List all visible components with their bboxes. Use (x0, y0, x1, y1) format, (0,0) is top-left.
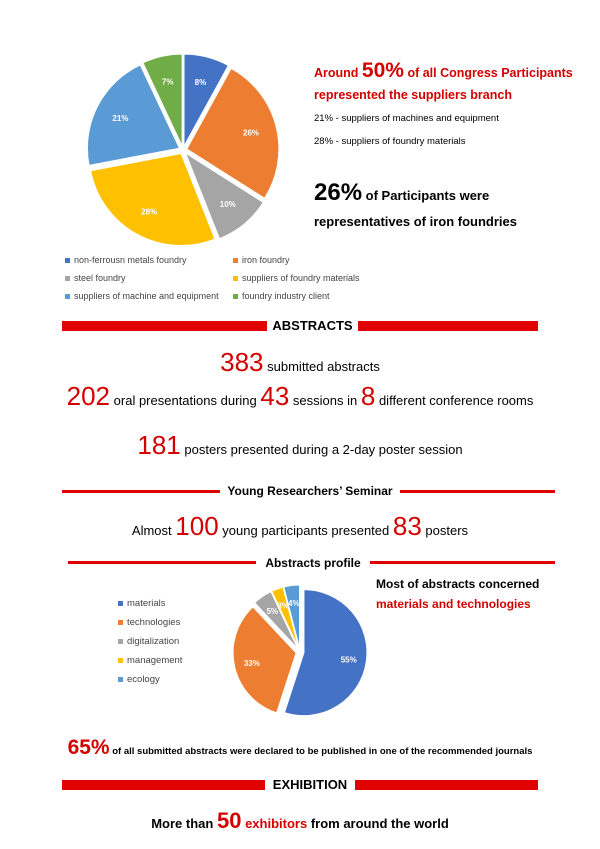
journals-line (0, 736, 600, 760)
posters-line (0, 430, 600, 461)
legend-item (118, 674, 160, 685)
pie-data-label: 10% (219, 200, 236, 210)
highlight-number: 50% (361, 59, 404, 82)
highlight-number: 383 (220, 347, 264, 377)
legend-swatch-icon (65, 276, 70, 281)
highlight-number: 65% (67, 736, 110, 759)
section-divider (68, 561, 256, 564)
text: from around the world (310, 816, 449, 831)
legend-swatch-icon (233, 294, 238, 299)
pie-data-label: 3% (277, 601, 290, 611)
legend-label: steel foundry (74, 273, 126, 283)
highlight-number: 100 (175, 511, 219, 541)
legend-label: foundry industry client (242, 291, 330, 301)
legend-swatch-icon (118, 601, 123, 606)
highlight-number: 50 (216, 808, 242, 833)
section-divider (62, 780, 265, 790)
legend-label: iron foundry (242, 255, 290, 265)
text: More than (151, 816, 214, 831)
text: posters presented during a 2-day poster session (184, 442, 463, 457)
highlight-number: 83 (392, 511, 422, 541)
legend-label: ecology (127, 674, 160, 685)
legend-swatch-icon (118, 639, 123, 644)
legend-item (65, 255, 187, 265)
highlight-number: 8 (360, 381, 376, 411)
pie-data-label: 21% (112, 114, 129, 124)
pie-data-label: 26% (243, 128, 260, 138)
legend-swatch-icon (233, 258, 238, 263)
legend-swatch-icon (118, 677, 123, 682)
legend-label: suppliers of machine and equipment (74, 291, 219, 301)
detail-machines: 21% - suppliers of machines and equipment (314, 113, 499, 124)
abstracts-heading: ABSTRACTS (272, 318, 353, 333)
section-divider (355, 780, 538, 790)
text: young participants presented (222, 523, 390, 538)
text: represented the suppliers branch (314, 88, 512, 102)
pie-data-label: 8% (194, 77, 207, 87)
legend-swatch-icon (233, 276, 238, 281)
section-divider (400, 490, 555, 493)
legend-item (118, 617, 180, 628)
text: exhibitors (245, 816, 308, 831)
text: of all Congress Participants (407, 66, 573, 80)
highlight-number: 43 (260, 381, 290, 411)
text: posters (425, 523, 469, 538)
young-researchers-heading: Young Researchers’ Seminar (227, 484, 393, 498)
legend-item (65, 273, 126, 283)
exhibition-heading: EXHIBITION (272, 777, 348, 792)
section-divider (358, 321, 538, 331)
text: submitted abstracts (267, 359, 380, 374)
text: different conference rooms (378, 393, 534, 408)
text: sessions in (292, 393, 358, 408)
legend-item (233, 273, 360, 283)
pie-data-label: 33% (243, 658, 260, 668)
highlight-number: 26% (314, 179, 363, 206)
text: Around (314, 66, 359, 80)
text: of all submitted abstracts were declared to be published in one of the recommended journals (112, 746, 533, 757)
legend-item (233, 291, 330, 301)
suppliers-headline (314, 60, 573, 106)
submitted-line (0, 347, 600, 378)
section-divider (62, 321, 267, 331)
text: of Participants were (365, 188, 490, 203)
legend-item (65, 291, 219, 301)
pie-data-label: 4% (288, 599, 300, 609)
section-divider (62, 490, 220, 493)
text: Almost (131, 523, 172, 538)
profile-note (376, 574, 539, 614)
text: Most of abstracts concerned (376, 577, 540, 591)
pie-data-label: 5% (266, 607, 279, 617)
pie-data-label: 7% (161, 77, 174, 87)
legend-item (118, 655, 182, 666)
legend-swatch-icon (118, 658, 123, 663)
legend-label: suppliers of foundry materials (242, 273, 360, 283)
legend-label: technologies (127, 617, 181, 628)
text: materials and technologies (376, 597, 531, 611)
legend-label: digitalization (127, 636, 180, 647)
legend-item (233, 255, 290, 265)
pie-data-label: 28% (141, 207, 158, 217)
abstracts-profile-heading: Abstracts profile (265, 556, 361, 570)
legend-item (118, 636, 179, 647)
legend-label: materials (127, 598, 166, 609)
highlight-number: 181 (137, 430, 181, 460)
legend-swatch-icon (65, 294, 70, 299)
section-divider (370, 561, 555, 564)
legend-swatch-icon (65, 258, 70, 263)
iron-foundries-note (314, 180, 517, 235)
young-line (0, 511, 600, 542)
detail-materials: 28% - suppliers of foundry materials (314, 136, 466, 147)
text: representatives of iron foundries (314, 214, 517, 229)
oral-line (0, 381, 600, 412)
legend-swatch-icon (118, 620, 123, 625)
legend-label: management (127, 655, 183, 666)
text: oral presentations during (113, 393, 257, 408)
pie-data-label: 55% (340, 655, 357, 665)
highlight-number: 202 (66, 381, 111, 411)
legend-item (118, 598, 166, 609)
exhibitors-line (0, 808, 600, 834)
legend-label: non-ferrousn metals foundry (74, 255, 187, 265)
